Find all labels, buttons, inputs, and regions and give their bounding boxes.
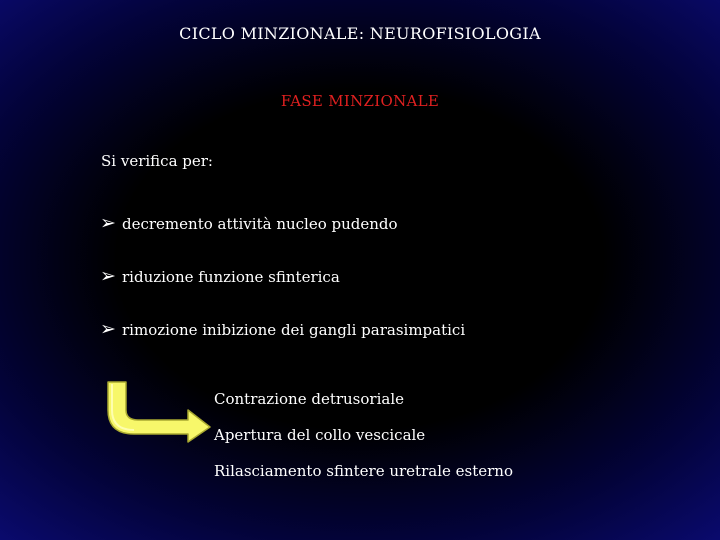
bullet-text: riduzione funzione sfinterica [122,267,340,286]
bullet-item [100,303,465,356]
intro-text: Si verifica per: [101,152,213,170]
arrowhead-bullet-icon: ➢ [100,212,116,234]
bullet-text: rimozione inibizione dei gangli parasimpatici [122,320,466,339]
bullet-list [100,197,465,356]
bullet-item [100,250,465,303]
result-item: Apertura del collo vescicale [214,426,426,444]
result-list [214,388,513,496]
curved-down-right-arrow-icon [104,380,214,444]
slide-title: CICLO MINZIONALE: NEUROFISIOLOGIA [179,24,541,43]
bullet-text: decremento attività nucleo pudendo [122,214,398,233]
result-item: Rilasciamento sfintere uretrale esterno [214,462,513,480]
arrowhead-bullet-icon: ➢ [100,318,116,340]
result-item: Contrazione detrusoriale [214,390,404,408]
bullet-item [100,197,465,250]
arrowhead-bullet-icon: ➢ [100,265,116,287]
slide-subtitle: FASE MINZIONALE [280,92,440,110]
